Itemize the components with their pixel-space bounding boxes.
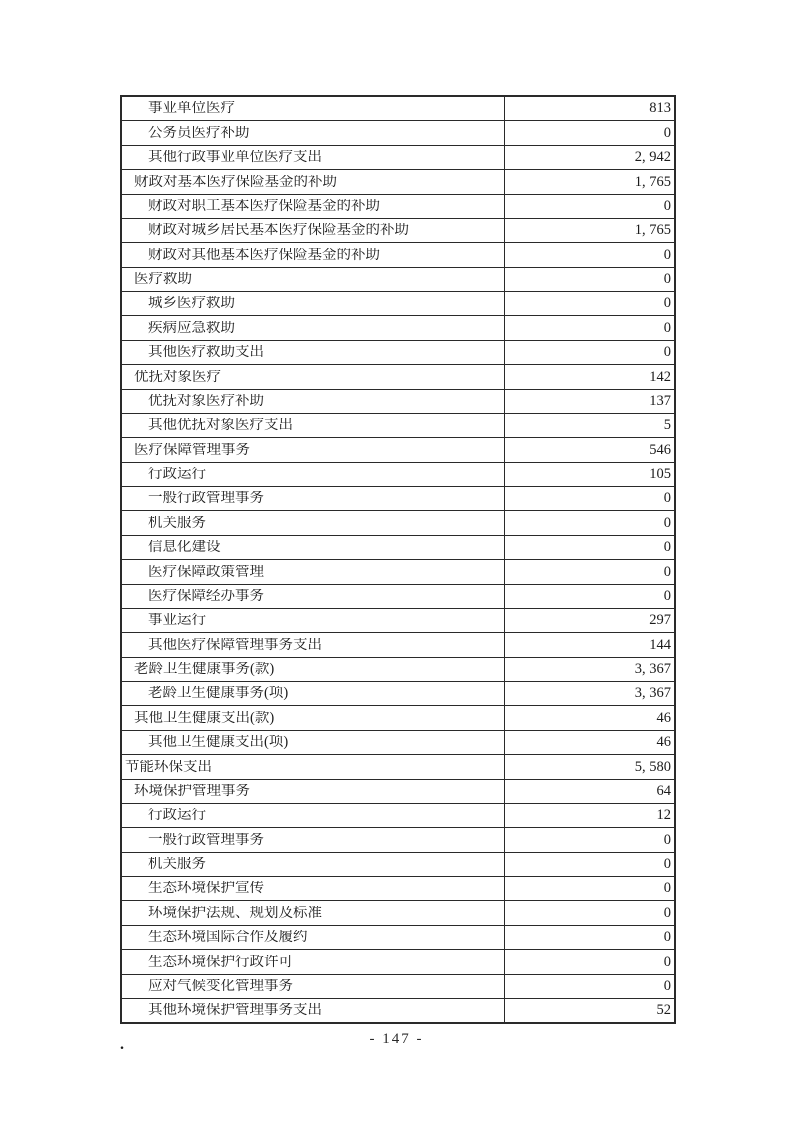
item-label: 财政对职工基本医疗保险基金的补助 xyxy=(148,198,380,214)
table-row xyxy=(122,121,674,145)
item-value: 46 xyxy=(504,706,674,729)
item-value: 0 xyxy=(504,316,674,339)
item-label: 事业单位医疗 xyxy=(148,101,235,116)
item-label: 城乡医疗救助 xyxy=(148,296,235,311)
item-value: 0 xyxy=(504,975,674,998)
item-label: 医疗保障管理事务 xyxy=(134,442,250,458)
item-value: 297 xyxy=(504,609,674,632)
item-value: 0 xyxy=(504,901,674,924)
table-row xyxy=(122,341,674,365)
item-value: 813 xyxy=(504,97,674,120)
item-label: 优抚对象医疗 xyxy=(134,369,221,385)
item-label: 生态环境保护行政许可 xyxy=(148,954,293,970)
table-row xyxy=(122,828,674,852)
table-row xyxy=(122,292,674,316)
item-label: 老龄卫生健康事务(项) xyxy=(148,686,289,701)
item-label: 疾病应急救助 xyxy=(148,320,235,336)
item-label: 行政运行 xyxy=(148,467,206,482)
table-row xyxy=(122,97,674,121)
item-value: 142 xyxy=(504,365,674,388)
table-row xyxy=(122,390,674,414)
table-row xyxy=(122,950,674,974)
item-value: 0 xyxy=(504,292,674,315)
table-row xyxy=(122,682,674,706)
item-value: 144 xyxy=(504,633,674,656)
item-label: 公务员医疗补助 xyxy=(148,125,250,141)
item-label: 其他卫生健康支出(款) xyxy=(134,710,275,726)
item-label: 环境保护管理事务 xyxy=(134,783,250,799)
item-value: 1, 765 xyxy=(504,219,674,242)
stray-dot-mark: . xyxy=(120,1036,124,1053)
table-row xyxy=(122,706,674,730)
item-label: 一般行政管理事务 xyxy=(148,491,264,506)
item-value: 52 xyxy=(504,999,674,1022)
table-row xyxy=(122,463,674,487)
table-row xyxy=(122,901,674,925)
table-row xyxy=(122,780,674,804)
item-value: 5, 580 xyxy=(504,755,674,778)
item-label: 一般行政管理事务 xyxy=(148,832,264,848)
item-value: 0 xyxy=(504,195,674,218)
item-label: 其他环境保护管理事务支出 xyxy=(148,1003,322,1018)
item-value: 0 xyxy=(504,536,674,559)
item-value: 5 xyxy=(504,414,674,437)
item-label: 其他卫生健康支出(项) xyxy=(148,735,289,750)
table-row xyxy=(122,658,674,682)
item-label: 节能环保支出 xyxy=(125,759,212,775)
table-row xyxy=(122,609,674,633)
table-row xyxy=(122,877,674,901)
table-row xyxy=(122,414,674,438)
item-label: 医疗救助 xyxy=(134,272,192,287)
table-row xyxy=(122,365,674,389)
table-row xyxy=(122,975,674,999)
item-label: 其他医疗救助支出 xyxy=(148,345,264,360)
page-number: - 147 - xyxy=(369,1031,424,1047)
item-value: 0 xyxy=(504,511,674,534)
item-value: 0 xyxy=(504,950,674,973)
item-label: 机关服务 xyxy=(148,515,206,531)
item-value: 12 xyxy=(504,804,674,827)
item-label: 老龄卫生健康事务(款) xyxy=(134,662,275,677)
item-value: 0 xyxy=(504,853,674,876)
item-value: 0 xyxy=(504,487,674,510)
item-label: 应对气候变化管理事务 xyxy=(148,978,293,994)
item-label: 生态环境保护宣传 xyxy=(148,881,264,896)
table-row xyxy=(122,999,674,1022)
table-row xyxy=(122,487,674,511)
item-value: 2, 942 xyxy=(504,146,674,169)
table-row xyxy=(122,633,674,657)
item-value: 546 xyxy=(504,438,674,461)
table-row xyxy=(122,926,674,950)
item-value: 0 xyxy=(504,877,674,900)
item-label: 事业运行 xyxy=(148,613,206,628)
item-value: 0 xyxy=(504,268,674,291)
table-row xyxy=(122,755,674,779)
table-row xyxy=(122,585,674,609)
item-value: 0 xyxy=(504,121,674,144)
table-row xyxy=(122,195,674,219)
item-label: 优抚对象医疗补助 xyxy=(148,393,264,409)
item-value: 3, 367 xyxy=(504,658,674,681)
item-value: 0 xyxy=(504,828,674,851)
item-label: 信息化建设 xyxy=(148,540,221,555)
item-value: 0 xyxy=(504,926,674,949)
item-value: 0 xyxy=(504,585,674,608)
item-value: 0 xyxy=(504,341,674,364)
item-label: 财政对基本医疗保险基金的补助 xyxy=(134,174,337,190)
item-label: 行政运行 xyxy=(148,808,206,823)
item-value: 0 xyxy=(504,560,674,583)
item-value: 3, 367 xyxy=(504,682,674,705)
table-row xyxy=(122,536,674,560)
table-row xyxy=(122,853,674,877)
budget-table xyxy=(120,95,676,1024)
item-label: 生态环境国际合作及履约 xyxy=(148,930,308,945)
item-value: 137 xyxy=(504,390,674,413)
item-label: 医疗保障经办事务 xyxy=(148,588,264,604)
table-row xyxy=(122,219,674,243)
item-value: 64 xyxy=(504,780,674,803)
item-label: 环境保护法规、规划及标准 xyxy=(148,905,322,921)
item-label: 其他行政事业单位医疗支出 xyxy=(148,150,322,165)
item-label: 财政对城乡居民基本医疗保险基金的补助 xyxy=(148,223,409,238)
table-row xyxy=(122,438,674,462)
item-label: 其他医疗保障管理事务支出 xyxy=(148,637,322,653)
item-value: 46 xyxy=(504,731,674,754)
table-row xyxy=(122,316,674,340)
item-label: 机关服务 xyxy=(148,857,206,872)
item-label: 其他优抚对象医疗支出 xyxy=(148,418,293,433)
table-row xyxy=(122,560,674,584)
table-row xyxy=(122,731,674,755)
table-row xyxy=(122,146,674,170)
item-value: 0 xyxy=(504,243,674,266)
item-value: 1, 765 xyxy=(504,170,674,193)
item-label: 财政对其他基本医疗保险基金的补助 xyxy=(148,247,380,263)
table-row xyxy=(122,511,674,535)
table-row xyxy=(122,243,674,267)
table-row xyxy=(122,804,674,828)
table-row xyxy=(122,170,674,194)
item-value: 105 xyxy=(504,463,674,486)
item-label: 医疗保障政策管理 xyxy=(148,564,264,580)
table-row xyxy=(122,268,674,292)
